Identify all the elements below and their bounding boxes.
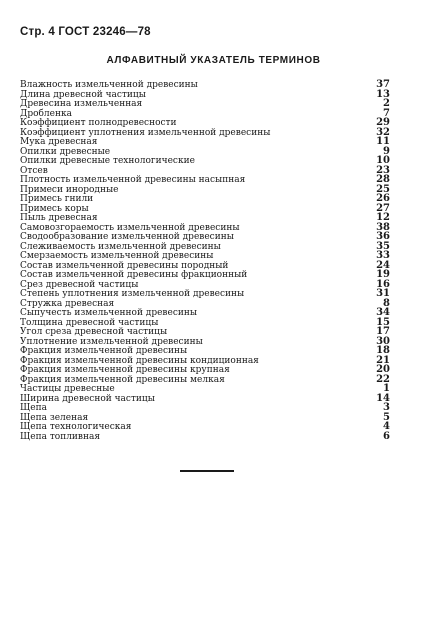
index-entry: [20, 280, 390, 290]
index-entry: [20, 242, 390, 252]
page-number: 6: [383, 430, 390, 442]
term-label: Состав измельченной древесины фракционный: [20, 270, 248, 280]
term-label: Дробленка: [20, 108, 72, 119]
term-label: Толщина древесной частицы: [20, 317, 159, 328]
term-label: Стружка древесная: [20, 298, 115, 309]
page-number: 32: [376, 126, 390, 138]
term-label: Пыль древесная: [20, 213, 98, 223]
term-label: Ширина древесной частицы: [20, 393, 155, 404]
index-entry: [20, 166, 390, 176]
term-label: Смерзаемость измельченной древесины: [20, 251, 214, 261]
term-label: Плотность измельченной древесины насыпная: [20, 175, 246, 185]
page-number: 21: [376, 354, 390, 366]
page-number: 10: [376, 155, 390, 166]
index-entry: [20, 185, 390, 195]
page-number: 30: [376, 335, 390, 347]
index-entry: [20, 232, 390, 242]
page-number: 9: [383, 145, 390, 157]
page-number: 24: [376, 259, 390, 271]
index-entry: [20, 118, 390, 128]
term-label: Степень уплотнения измельченной древесины: [20, 289, 245, 299]
term-label: Щепа зеленая: [20, 412, 89, 423]
term-label: Коэффициент уплотнения измельченной древесины: [20, 127, 271, 138]
page-number: 8: [383, 297, 390, 309]
page-number: 3: [383, 402, 390, 413]
index-entry: [20, 413, 390, 423]
index-entry: [20, 204, 390, 214]
page-number: 25: [376, 183, 390, 195]
page-number: 4: [383, 421, 390, 432]
term-label: Срез древесной частицы: [20, 279, 139, 290]
page-number: 19: [376, 269, 390, 280]
index-entry: [20, 261, 390, 271]
term-label: Примесь гнили: [20, 194, 94, 204]
index-entry: [20, 346, 390, 356]
index-entry: [20, 356, 390, 366]
index-entry: [20, 175, 390, 185]
term-label: Угол среза древесной частицы: [20, 327, 168, 337]
page-number: 23: [376, 164, 390, 176]
page-number: 28: [376, 174, 390, 185]
page-number: 11: [376, 136, 390, 147]
term-label: Опилки древесные технологические: [20, 156, 195, 166]
term-label: Отсев: [20, 165, 48, 176]
term-label: Слеживаемость измельченной древесины: [20, 241, 221, 252]
term-label: Длина древесной частицы: [20, 89, 146, 100]
term-label: Щепа технологическая: [20, 422, 132, 432]
term-label: Щепа топливная: [20, 431, 101, 442]
index-entry: [20, 337, 390, 347]
index-entry: [20, 128, 390, 138]
index-entry: [20, 109, 390, 119]
page-number: 26: [376, 193, 390, 204]
page-number: 7: [383, 107, 390, 119]
term-label: Коэффициент полнодревесности: [20, 118, 177, 128]
page-number: 38: [376, 221, 390, 233]
section-title: АЛФАВИТНЫЙ УКАЗАТЕЛЬ ТЕРМИНОВ: [106, 55, 321, 66]
term-label: Сыпучесть измельченной древесины: [20, 308, 198, 318]
page-header: Стр. 4 ГОСТ 23246—78: [20, 26, 151, 38]
index-entry: [20, 194, 390, 204]
page-number: 5: [383, 411, 390, 423]
term-label: Древесина измельченная: [20, 99, 143, 109]
index-entry: [20, 422, 390, 432]
index-entry: [20, 90, 390, 100]
index-entry: [20, 99, 390, 109]
term-label: Фракция измельченной древесины кондиционная: [20, 355, 259, 366]
term-label: Щепа: [20, 403, 47, 413]
term-label: Самовозгораемость измельченной древесины: [20, 222, 240, 233]
index-entry: [20, 365, 390, 375]
index-entry: [20, 270, 390, 280]
term-label: Фракция измельченной древесины мелкая: [20, 374, 225, 385]
index-entry: [20, 80, 390, 90]
term-index: [20, 80, 390, 441]
page-number: 31: [376, 288, 390, 299]
term-label: Примесь коры: [20, 203, 89, 214]
page-number: 12: [376, 212, 390, 223]
page-number: 1: [383, 383, 390, 394]
page-number: 14: [376, 392, 390, 404]
end-rule: [180, 470, 234, 472]
term-label: Примеси инородные: [20, 184, 119, 195]
index-entry: [20, 156, 390, 166]
index-entry: [20, 213, 390, 223]
page-number: 29: [376, 117, 390, 128]
index-entry: [20, 375, 390, 385]
index-entry: [20, 384, 390, 394]
term-label: Фракция измельченной древесины: [20, 346, 188, 356]
page-number: 20: [376, 364, 390, 375]
index-entry: [20, 251, 390, 261]
term-label: Мука древесная: [20, 137, 98, 147]
index-entry: [20, 137, 390, 147]
index-entry: [20, 223, 390, 233]
index-entry: [20, 147, 390, 157]
page-number: 35: [376, 240, 390, 252]
index-entry: [20, 289, 390, 299]
page-number: 17: [376, 326, 390, 337]
page-number: 16: [376, 278, 390, 290]
term-label: Состав измельченной древесины породный: [20, 260, 229, 271]
index-entry: [20, 299, 390, 309]
page-number: 22: [376, 373, 390, 385]
term-label: Сводообразование измельченной древесины: [20, 232, 234, 242]
page-number: 27: [376, 202, 390, 214]
term-label: Уплотнение измельченной древесины: [20, 336, 203, 347]
page-number: 2: [383, 98, 390, 109]
term-label: Влажность измельченной древесины: [20, 80, 198, 90]
term-label: Опилки древесные: [20, 146, 111, 157]
page-number: 37: [376, 79, 390, 90]
index-entry: [20, 318, 390, 328]
page-number: 13: [376, 88, 390, 100]
index-entry: [20, 432, 390, 442]
page-number: 33: [376, 250, 390, 261]
index-entry: [20, 394, 390, 404]
term-label: Фракция измельченной древесины крупная: [20, 365, 230, 375]
page-number: 34: [376, 307, 390, 318]
page-number: 36: [376, 231, 390, 242]
index-entry: [20, 327, 390, 337]
index-entry: [20, 308, 390, 318]
page-number: 15: [376, 316, 390, 328]
page-number: 18: [376, 345, 390, 356]
term-label: Частицы древесные: [20, 384, 115, 394]
index-entry: [20, 403, 390, 413]
